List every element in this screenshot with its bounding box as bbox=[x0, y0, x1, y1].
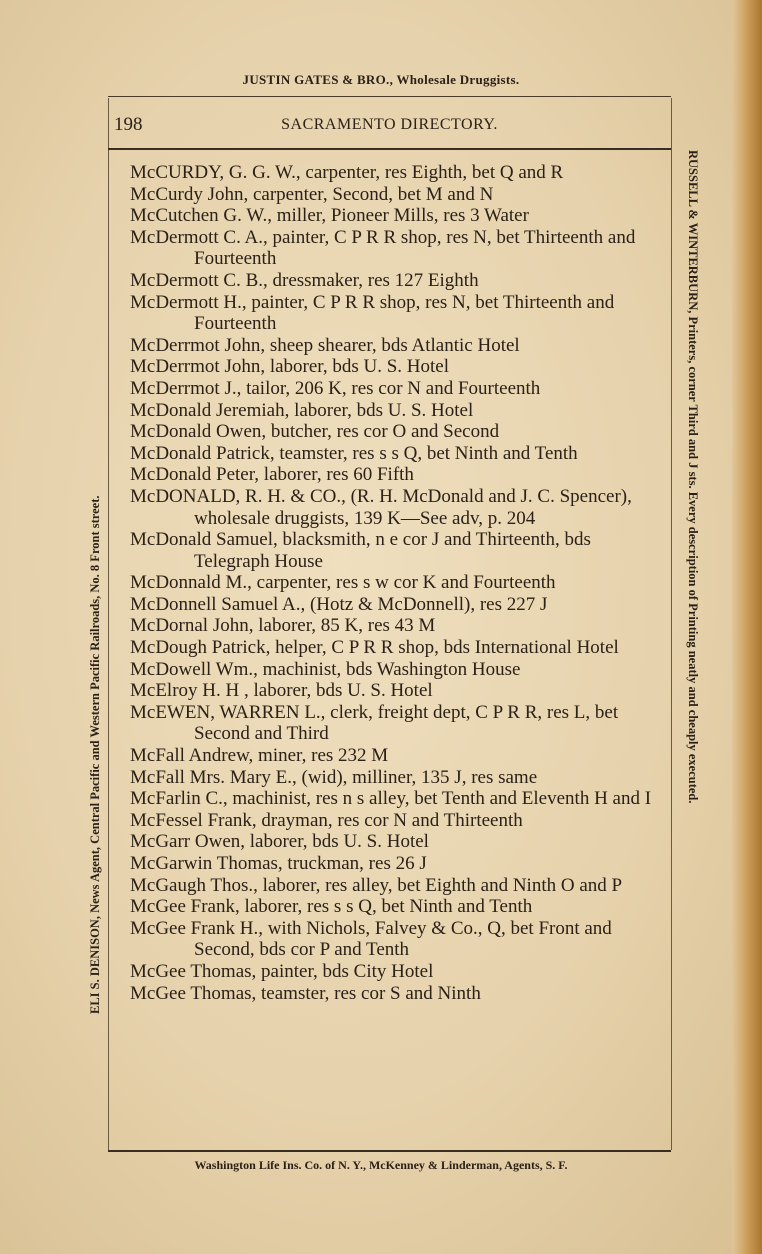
book-spine-edge bbox=[732, 0, 762, 1254]
directory-entry: McFarlin C., machinist, res n s alley, bet Tenth and Eleventh H and I bbox=[130, 788, 652, 810]
directory-entry: McFall Mrs. Mary E., (wid), milliner, 135 J, res same bbox=[130, 766, 538, 788]
directory-entry: McCurdy John, carpenter, Second, bet M and N bbox=[130, 183, 494, 205]
directory-entry: McCutchen G. W., miller, Pioneer Mills, res 3 Water bbox=[130, 205, 529, 227]
directory-entry: McDonnell Samuel A., (Hotz & McDonnell), res 227 J bbox=[130, 593, 548, 615]
top-advertisement: JUSTIN GATES & BRO., Wholesale Druggists. bbox=[242, 72, 520, 87]
directory-entry: McDerrmot John, laborer, bds U. S. Hotel bbox=[130, 356, 450, 378]
directory-entry: McDONALD, R. H. & CO., (R. H. McDonald and J. C. Spencer), wholesale druggists, 139 K—See adv, p. 204 bbox=[130, 485, 632, 529]
directory-entry: McDerrmot John, sheep shearer, bds Atlantic Hotel bbox=[130, 334, 520, 356]
directory-entry: McEWEN, WARREN L., clerk, freight dept, C P R R, res L, bet Second and Third bbox=[130, 701, 619, 745]
directory-entry: McDornal John, laborer, 85 K, res 43 M bbox=[130, 615, 436, 637]
directory-entry: McDough Patrick, helper, C P R R shop, bds International Hotel bbox=[130, 637, 619, 659]
directory-entry: McFall Andrew, miner, res 232 M bbox=[130, 745, 389, 767]
running-title: SACRAMENTO DIRECTORY. bbox=[281, 116, 498, 133]
directory-entry: McGee Thomas, teamster, res cor S and Ninth bbox=[130, 982, 481, 1004]
directory-entry: McGee Frank, laborer, res s s Q, bet Ninth and Tenth bbox=[130, 896, 533, 918]
directory-entry: McDonald Owen, butcher, res cor O and Second bbox=[130, 421, 500, 443]
page-number: 198 bbox=[114, 114, 143, 135]
bottom-rule bbox=[108, 1150, 671, 1152]
directory-entry: McGee Thomas, painter, bds City Hotel bbox=[130, 960, 434, 982]
directory-entry: McDonald Patrick, teamster, res s s Q, bet Ninth and Tenth bbox=[130, 442, 578, 464]
directory-entry: McCURDY, G. G. W., carpenter, res Eighth, bet Q and R bbox=[130, 162, 564, 183]
directory-entry: McDonald Samuel, blacksmith, n e cor J and Thirteenth, bds Telegraph House bbox=[130, 529, 591, 572]
directory-entry: McDermott H., painter, C P R R shop, res N, bet Thirteenth and Fourteenth bbox=[130, 291, 615, 335]
top-rule bbox=[108, 96, 671, 97]
bottom-advertisement: Washington Life Ins. Co. of N. Y., McKenney & Linderman, Agents, S. F. bbox=[194, 1158, 568, 1172]
directory-entry: McGaugh Thos., laborer, res alley, bet Eighth and Ninth O and P bbox=[130, 874, 623, 896]
directory-entry: McDermott C. B., dressmaker, res 127 Eighth bbox=[130, 269, 479, 291]
directory-entry: McDerrmot J., tailor, 206 K, res cor N and Fourteenth bbox=[130, 377, 541, 399]
directory-entry: McGarr Owen, laborer, bds U. S. Hotel bbox=[130, 831, 429, 853]
directory-entry: McGee Frank H., with Nichols, Falvey & Co., Q, bet Front and Second, bds cor P and Tenth bbox=[130, 917, 612, 961]
directory-entry: McDermott C. A., painter, C P R R shop, res N, bet Thirteenth and Fourteenth bbox=[130, 226, 636, 270]
right-margin-advertisement: RUSSELL & WINTERBURN, Printers, corner Third and J sts. Every description of Printing neatly and cheaply executed. bbox=[686, 150, 700, 804]
directory-entry: McDonald Jeremiah, laborer, bds U. S. Hotel bbox=[130, 399, 474, 421]
directory-entry: McFessel Frank, drayman, res cor N and Thirteenth bbox=[130, 809, 523, 831]
directory-entry: McGarwin Thomas, truckman, res 26 J bbox=[130, 853, 427, 874]
directory-entry: McDowell Wm., machinist, bds Washington House bbox=[130, 658, 521, 680]
directory-entry: McDonnald M., carpenter, res s w cor K and Fourteenth bbox=[130, 572, 556, 594]
header-rule bbox=[108, 148, 671, 150]
left-margin-advertisement: ELI S. DENISON, News Agent, Central Pacific and Western Pacific Railroads, No. 8 Front street. bbox=[88, 495, 102, 1014]
directory-entry: McElroy H. H , laborer, bds U. S. Hotel bbox=[130, 680, 433, 702]
directory-entry: McDonald Peter, laborer, res 60 Fifth bbox=[130, 464, 414, 486]
directory-entries bbox=[130, 162, 660, 1004]
